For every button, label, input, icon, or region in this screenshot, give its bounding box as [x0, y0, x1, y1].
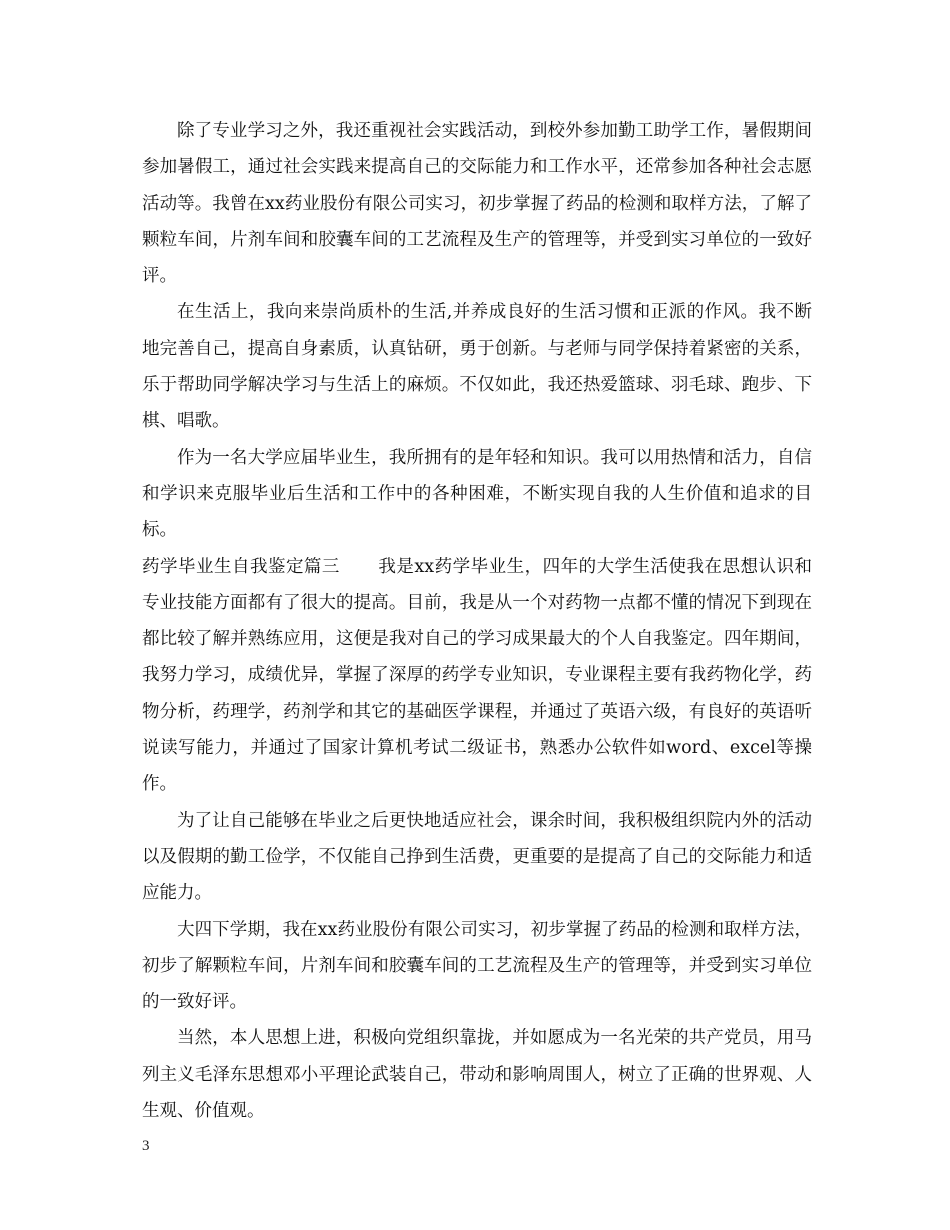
paragraph-practice: 除了专业学习之外，我还重视社会实践活动，到校外参加勤工助学工作，暑假期间参加暑假工，通过社会实践来提高自己的交际能力和工作水平，还常参加各种社会志愿活动等。我曾在xx药业股份有限公司实习，初步掌握了药品的检测和取样方法，了解了颗粒车间，片剂车间和胶囊车间的工艺流程及生产的管理等，并受到实习单位的一致好评。 — [142, 121, 812, 287]
paragraph-life: 在生活上，我向来崇尚质朴的生活,并养成良好的生活习惯和正派的作风。我不断地完善自己，提高自身素质，认真钻研，勇于创新。与老师与同学保持着紧密的关系，乐于帮助同学解决学习与生活上的麻烦。不仅如此，我还热爱篮球、羽毛球、跑步、下棋、唱歌。 — [142, 302, 812, 432]
document-body — [142, 113, 812, 1129]
paragraph-activities: 为了让自己能够在毕业之后更快地适应社会，课余时间，我积极组织院内外的活动以及假期的勤工俭学，不仅能自己挣到生活费，更重要的是提高了自己的交际能力和适应能力。 — [142, 810, 812, 904]
paragraph-internship: 大四下学期，我在xx药业股份有限公司实习，初步掌握了药品的检测和取样方法，初步了解颗粒车间，片剂车间和胶囊车间的工艺流程及生产的管理等，并受到实习单位的一致好评。 — [142, 919, 812, 1013]
section-heading: 药学毕业生自我鉴定篇三 — [142, 556, 340, 577]
section-intro: 我是xx药学毕业生，四年的大学生活使我在思想认识和专业技能方面都有了很大的提高。目前，我是从一个对药物一点都不懂的情况下到现在都比较了解并熟练应用，这便是我对自己的学习成果最大的个人自我鉴定。四年期间，我努力学习，成绩优异，掌握了深厚的药学专业知识，专业课程主要有我药物化学，药物分析，药理学，药剂学和其它的基础医学课程，并通过了英语六级，有良好的英语听说读写能力，并通过了国家计算机考试二级证书，熟悉办公软件如word、excel等操作。 — [142, 556, 812, 795]
paragraph-graduate: 作为一名大学应届毕业生，我所拥有的是年轻和知识。我可以用热情和活力，自信和学识来克服毕业后生活和工作中的各种困难，不断实现自我的人生价值和追求的目标。 — [142, 447, 812, 541]
paragraph-ideology: 当然，本人思想上进，积极向党组织靠拢，并如愿成为一名光荣的共产党员，用马列主义毛泽东思想邓小平理论武装自己，带动和影响周围人，树立了正确的世界观、人生观、价值观。 — [142, 1028, 812, 1122]
page-number: 3 — [142, 1138, 150, 1154]
section-paragraph — [142, 549, 812, 803]
